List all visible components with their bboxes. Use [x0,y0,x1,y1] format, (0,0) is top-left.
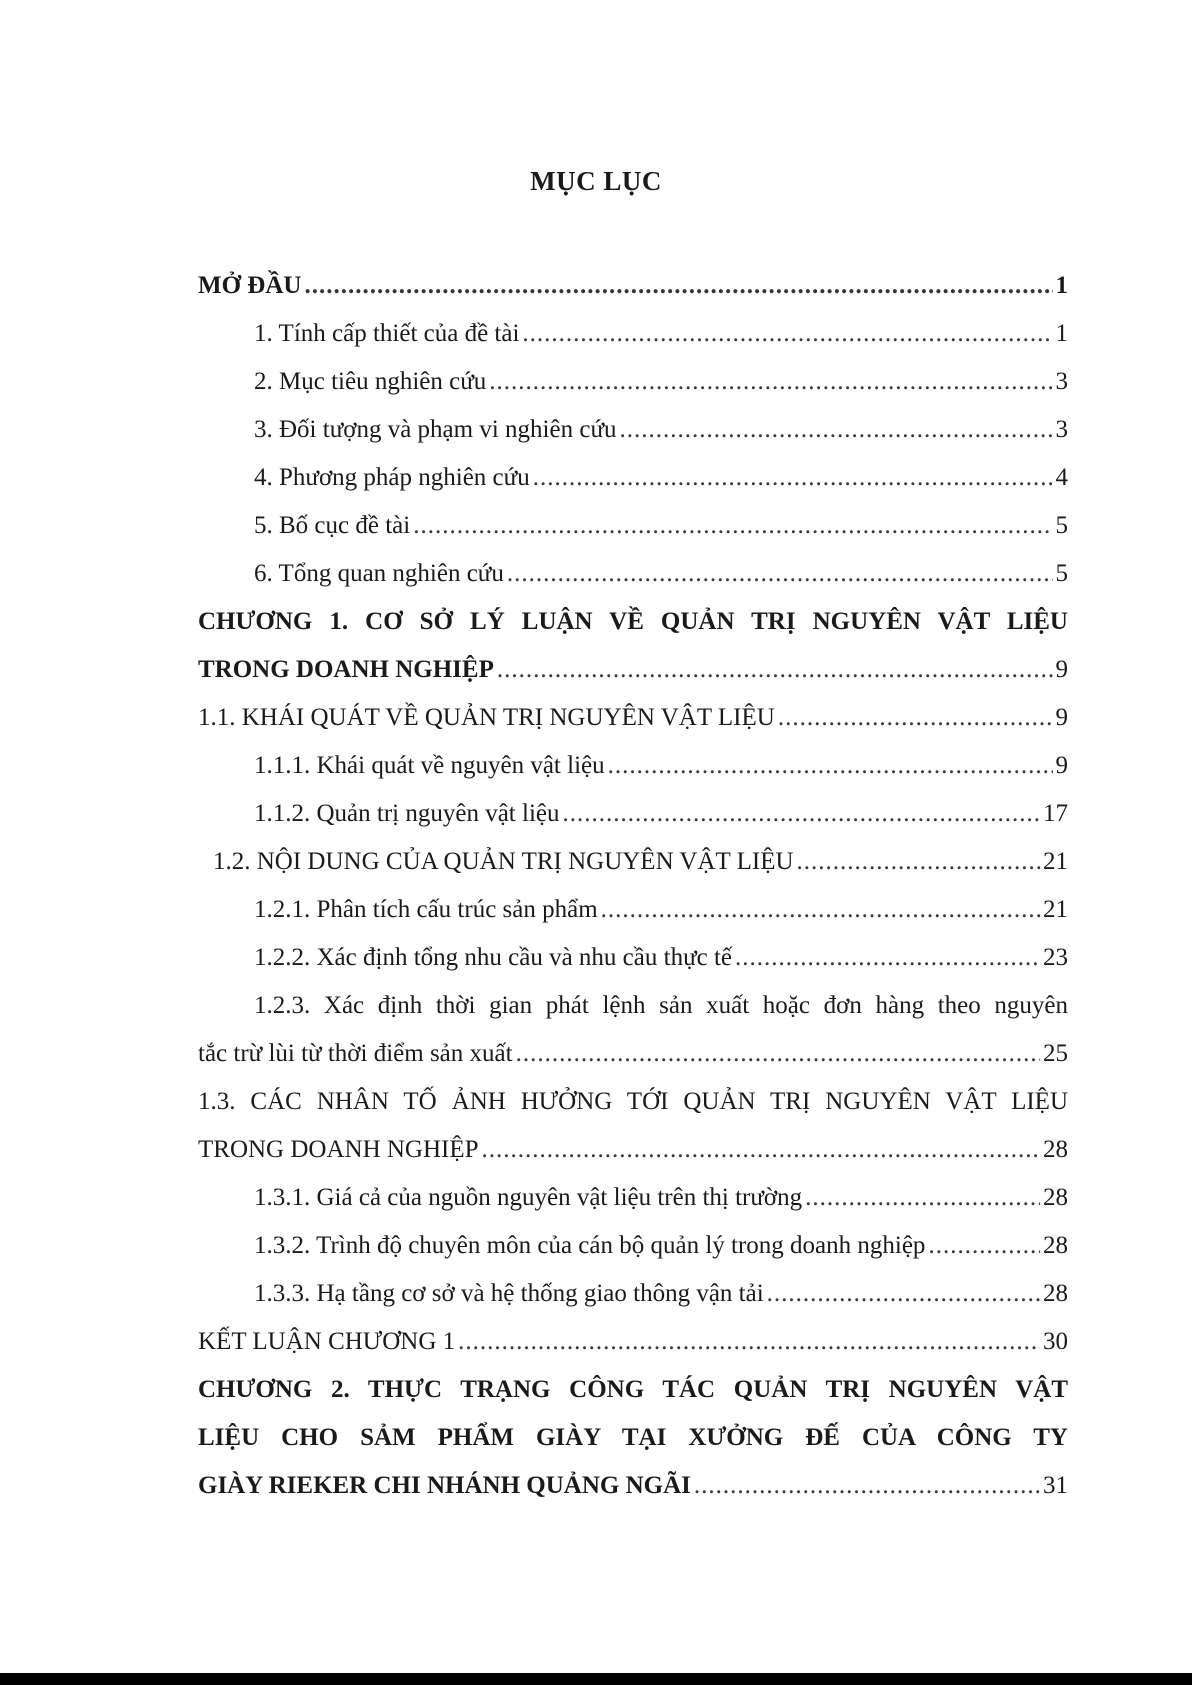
toc-entry-chuong-2[interactable] [198,1366,1068,1510]
toc-page-number: 23 [1043,944,1068,971]
toc-page-number: 30 [1043,1328,1068,1355]
toc-entry-text-line1: CHƯƠNG 2. THỰC TRẠNG CÔNG TÁC QUẢN TRỊ NGUYÊN VẬT [198,1376,1068,1403]
toc-page-number: 3 [1055,416,1068,443]
toc-entry-text: 1.3.3. Hạ tầng cơ sở và hệ thống giao thông vận tải [254,1280,764,1307]
toc-entry-mo-dau[interactable] [198,262,1068,310]
toc-entry-text: MỞ ĐẦU [198,272,302,299]
toc-entry-text: 1.2.1. Phân tích cấu trúc sản phẩm [254,896,598,923]
toc-page-number: 28 [1043,1232,1068,1259]
toc-page-number: 21 [1043,896,1068,923]
toc-entry-text: 1.2.2. Xác định tổng nhu cầu và nhu cầu thực tế [254,944,733,971]
toc-entry-text-line2: tắc trừ lùi từ thời điểm sản xuất [198,1040,513,1067]
dot-leader [778,694,1053,742]
toc-entry-chuong-1[interactable] [198,598,1068,694]
dot-leader [797,838,1040,886]
toc-entry-text-line2: TRONG DOANH NGHIỆP [198,656,494,683]
toc-entry-ket-luan-chuong-1[interactable] [198,1318,1068,1366]
toc-entry-1[interactable] [198,310,1068,358]
page-title: MỤC LỤC [530,166,662,196]
toc-entry-text: 5. Bố cục đề tài [254,512,411,539]
toc-page-number: 21 [1043,848,1068,875]
dot-leader [489,358,1052,406]
toc-entry-2[interactable] [198,358,1068,406]
toc-page-number: 9 [1055,752,1068,779]
dot-leader [413,502,1052,550]
dot-leader [482,1126,1040,1174]
toc-entry-1-3-3[interactable] [198,1270,1068,1318]
toc-entry-1-2-2[interactable] [198,934,1068,982]
toc-entry-text-line1: 1.2.3. Xác định thời gian phát lệnh sản xuất hoặc đơn hàng theo nguyên [254,992,1068,1019]
toc-page-number: 25 [1043,1040,1068,1067]
bottom-edge-bar [0,1673,1192,1685]
dot-leader [928,1222,1040,1270]
dot-leader [458,1318,1040,1366]
toc-entry-text: 1.2. NỘI DUNG CỦA QUẢN TRỊ NGUYÊN VẬT LIỆU [213,848,794,875]
toc-entry-1-1[interactable] [198,694,1068,742]
toc-entry-6[interactable] [198,550,1068,598]
toc-page-number: 1 [1055,320,1068,347]
toc-page-number: 28 [1043,1280,1068,1307]
toc-entry-text-line1: CHƯƠNG 1. CƠ SỞ LÝ LUẬN VỀ QUẢN TRỊ NGUYÊN VẬT LIỆU [198,608,1068,635]
dot-leader [694,1462,1040,1510]
toc-entry-4[interactable] [198,454,1068,502]
toc-page-number: 5 [1055,512,1068,539]
toc-entry-text-line2: TRONG DOANH NGHIỆP [198,1136,479,1163]
toc-entry-text: 4. Phương pháp nghiên cứu [254,464,530,491]
toc-page-number: 28 [1043,1184,1068,1211]
toc-entry-text: 1.1. KHÁI QUÁT VỀ QUẢN TRỊ NGUYÊN VẬT LIỆU [198,704,775,731]
dot-leader [507,550,1053,598]
toc-entry-5[interactable] [198,502,1068,550]
toc-entry-text: 2. Mục tiêu nghiên cứu [254,368,487,395]
toc-page-number: 3 [1055,368,1068,395]
toc-entry-1-1-1[interactable] [198,742,1068,790]
dot-leader [497,646,1053,694]
toc-entry-text: 1.1.2. Quản trị nguyên vật liệu [254,800,560,827]
dot-leader [522,310,1052,358]
toc-entry-text: 3. Đối tượng và phạm vi nghiên cứu [254,416,617,443]
toc-entry-text: 1.3.1. Giá cả của nguồn nguyên vật liệu trên thị trường [254,1184,803,1211]
toc-entry-text-line2: LIỆU CHO SẢM PHẨM GIÀY TẠI XƯỞNG ĐẾ CỦA CÔNG TY [198,1424,1068,1451]
dot-leader [805,1174,1040,1222]
toc-entry-1-3-2[interactable] [198,1222,1068,1270]
toc-page-number: 4 [1055,464,1068,491]
dot-leader [601,886,1040,934]
toc-page-number: 1 [1055,272,1068,299]
dot-leader [735,934,1040,982]
toc-page-number: 31 [1043,1472,1068,1499]
toc-page-number: 17 [1043,800,1068,827]
toc-page-number: 9 [1055,656,1068,683]
toc-page-number: 28 [1043,1136,1068,1163]
toc-entry-text: 1.3.2. Trình độ chuyên môn của cán bộ quản lý trong doanh nghiệp [254,1232,926,1259]
dot-leader [533,454,1053,502]
toc-entry-text: KẾT LUẬN CHƯƠNG 1 [198,1328,456,1355]
toc-entry-text: 1. Tính cấp thiết của đề tài [254,320,520,347]
toc-entry-text-line1: 1.3. CÁC NHÂN TỐ ẢNH HƯỞNG TỚI QUẢN TRỊ NGUYÊN VẬT LIỆU [198,1088,1068,1115]
dot-leader [563,790,1041,838]
toc-entry-1-1-2[interactable] [198,790,1068,838]
toc-entry-1-3[interactable] [198,1078,1068,1174]
dot-leader [516,1030,1040,1078]
dot-leader [304,262,1052,310]
toc-entry-text: 1.1.1. Khái quát về nguyên vật liệu [254,752,605,779]
dot-leader [767,1270,1040,1318]
toc-entry-1-2[interactable] [198,838,1068,886]
toc-page-number: 5 [1055,560,1068,587]
toc-entry-1-2-1[interactable] [198,886,1068,934]
table-of-contents [198,262,1068,1510]
dot-leader [608,742,1053,790]
toc-entry-3[interactable] [198,406,1068,454]
toc-entry-1-2-3[interactable] [198,982,1068,1078]
toc-entry-text-line3: GIÀY RIEKER CHI NHÁNH QUẢNG NGÃI [198,1472,691,1499]
toc-entry-text: 6. Tổng quan nghiên cứu [254,560,504,587]
toc-entry-1-3-1[interactable] [198,1174,1068,1222]
toc-page-number: 9 [1055,704,1068,731]
dot-leader [620,406,1053,454]
